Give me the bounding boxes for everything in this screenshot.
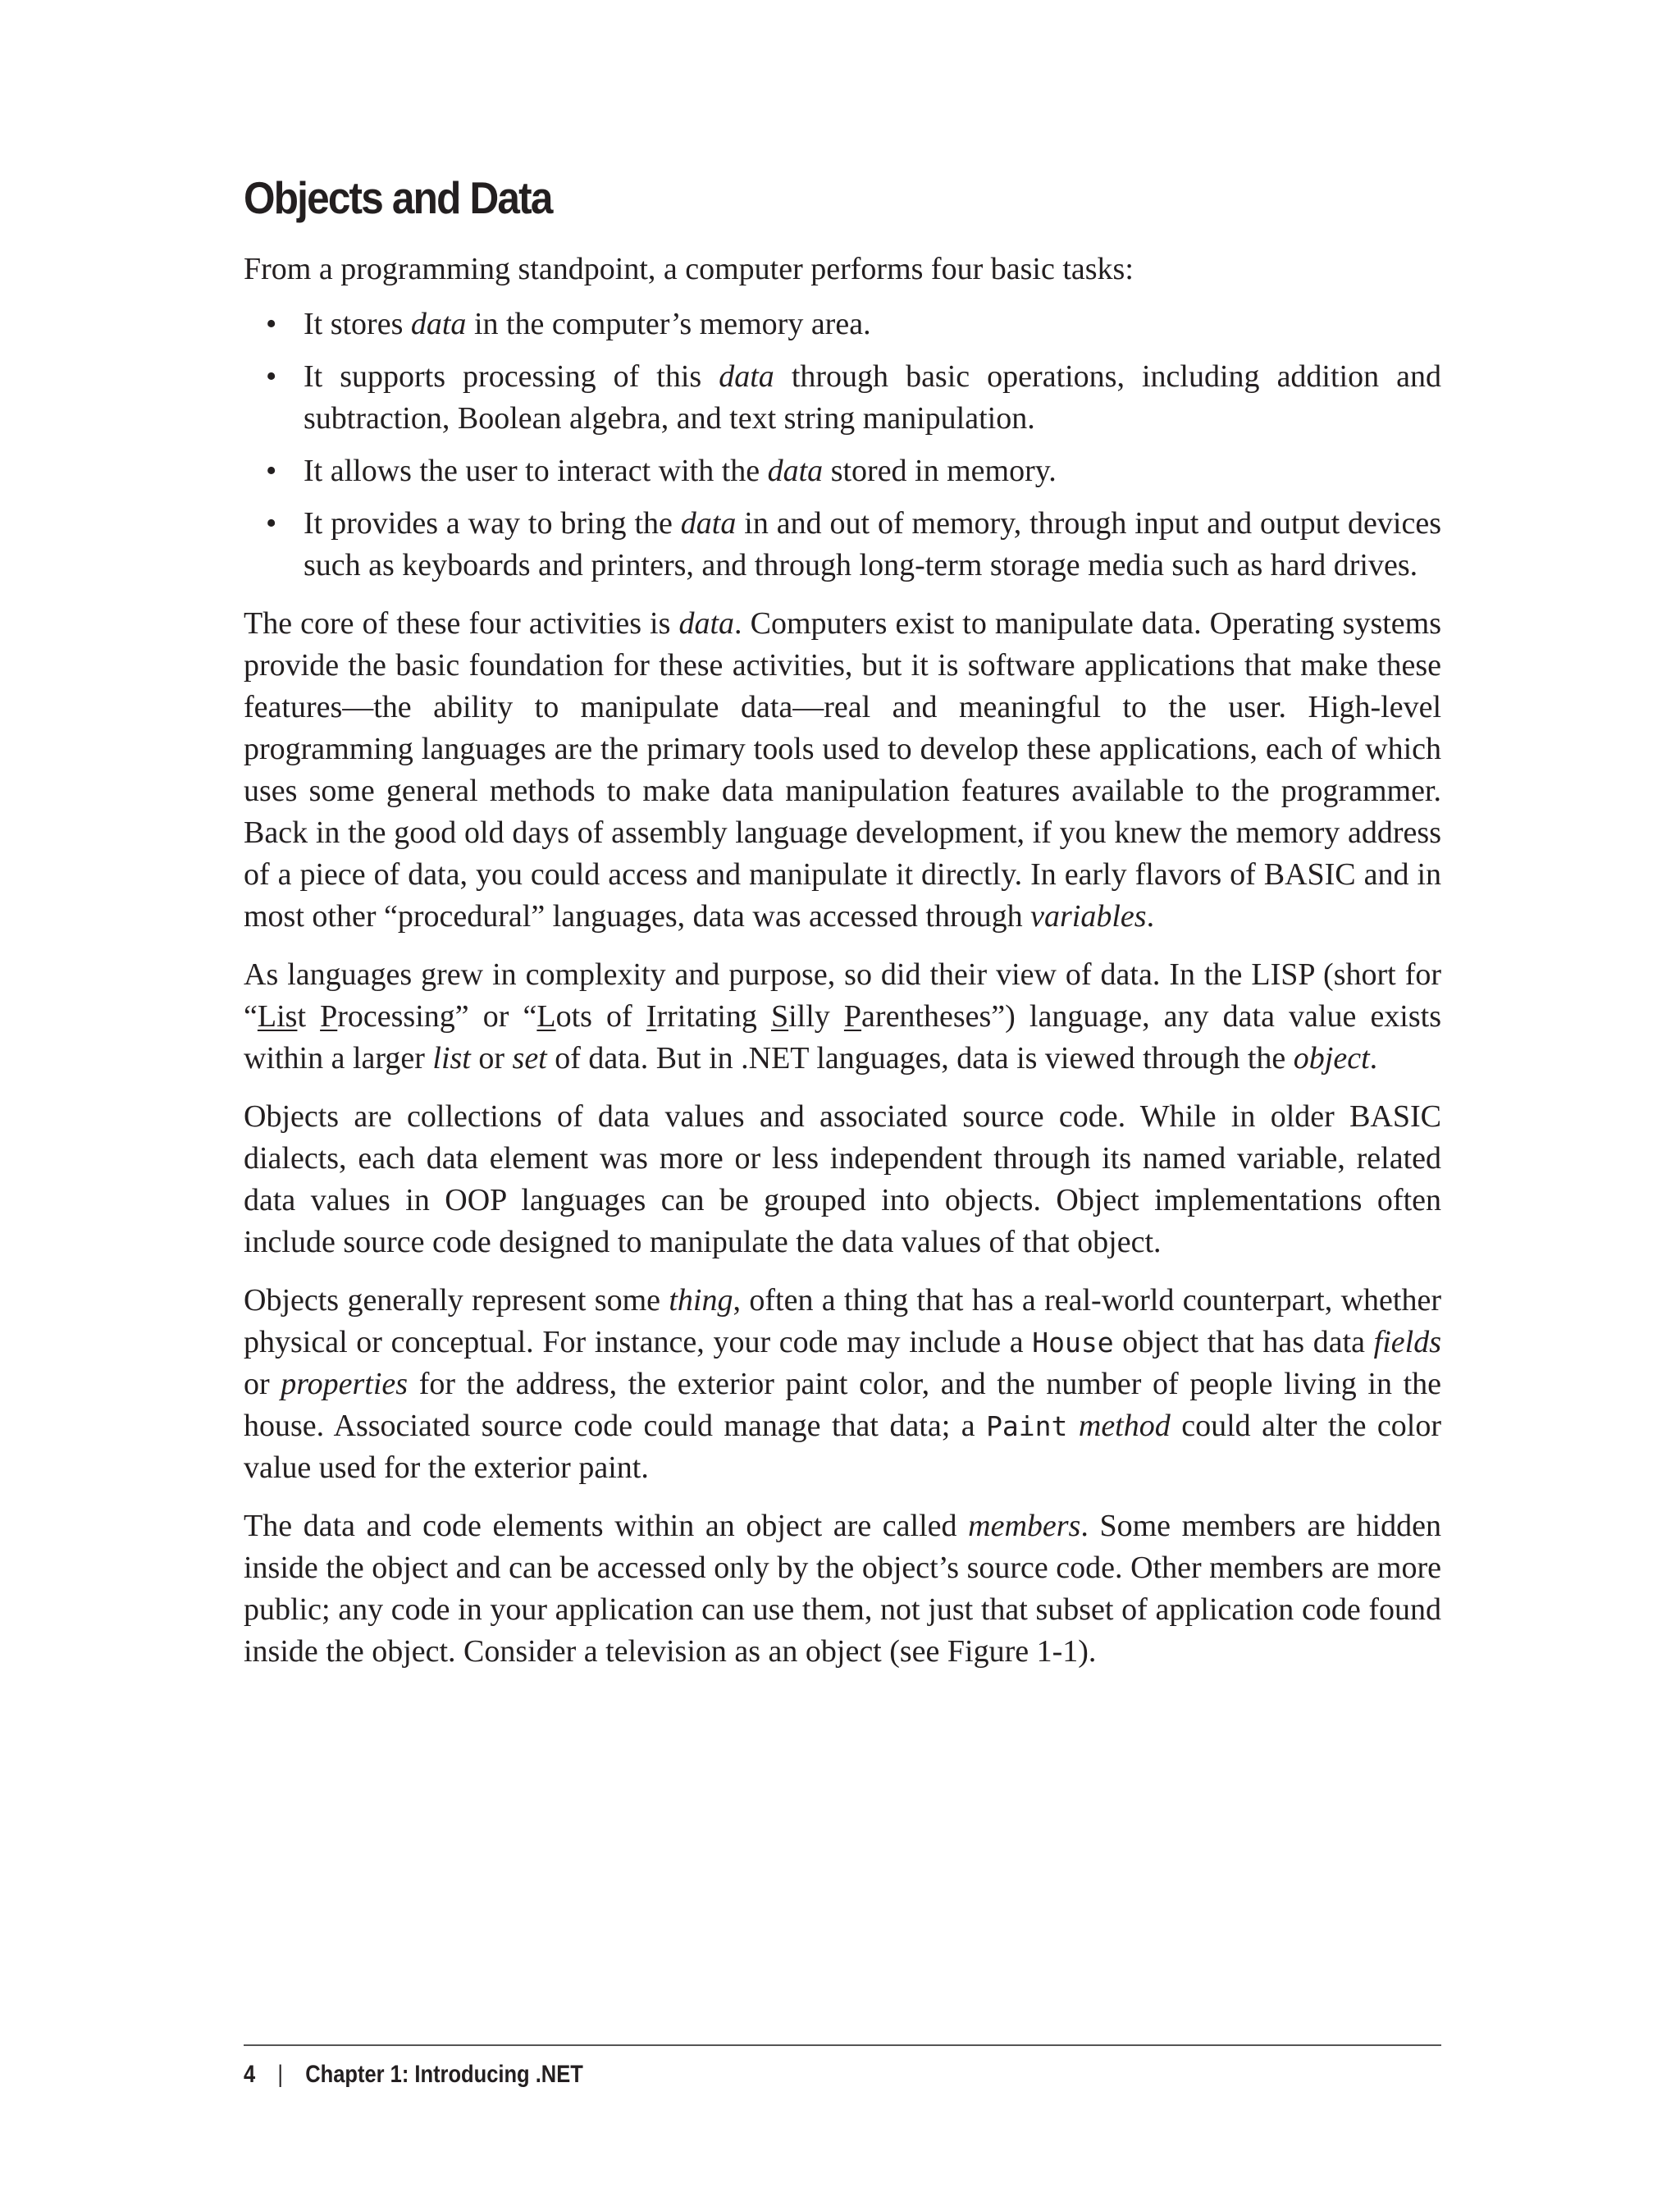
footer-separator: | bbox=[277, 2061, 284, 2088]
bullet-icon: • bbox=[266, 359, 277, 394]
list-item: • It supports processing of this data through basic operations, including addition and subtraction, Boolean algebra, and text string manipulation. bbox=[244, 356, 1441, 440]
footer-text bbox=[244, 2061, 583, 2089]
code-house: House bbox=[1032, 1327, 1114, 1359]
list-item: • It allows the user to interact with the data stored in memory. bbox=[244, 450, 1441, 492]
paragraph-thing: Objects generally represent some thing, often a thing that has a real-world counterpart, whether physical or conceptual. For instance, your code may include a House object that has data fields or properties for the address, the exterior paint color, and the number of people living in the house. Associated source code could manage that data; a Paint method could alter the color value used for the exterior paint. bbox=[244, 1283, 1441, 1485]
paragraph-members: The data and code elements within an object are called members. Some members are hidden inside the object and can be accessed only by the object’s source code. Other members are more public; any code in your application can use them, not just that subset of application code found inside the object. Consider a television as an object (see Figure 1-1). bbox=[244, 1509, 1441, 1669]
intro-paragraph: From a programming standpoint, a computer performs four basic tasks: bbox=[244, 252, 1134, 286]
page-number: 4 bbox=[244, 2061, 256, 2088]
page-footer bbox=[244, 2044, 1441, 2088]
page-content bbox=[244, 168, 1441, 1689]
paragraph-objects: Objects are collections of data values and associated source code. While in older BASIC dialects, each data element was more or less independent through its named variable, related data values in OOP languages can be grouped into objects. Object implementations often include source code designed to manipulate the data values of that object. bbox=[244, 1099, 1441, 1259]
paragraph-lisp: As languages grew in complexity and purpose, so did their view of data. In the LISP (short for “List Processing” or “Lots of Irritating Silly Parentheses”) language, any data value exists within a larger list or set of data. But in .NET languages, data is viewed through the object. bbox=[244, 957, 1442, 1076]
code-paint: Paint bbox=[986, 1410, 1068, 1442]
list-item: • It provides a way to bring the data in and out of memory, through input and output devices such as keyboards and printers, and through long-term storage media such as hard drives. bbox=[244, 503, 1441, 587]
chapter-title: Chapter 1: Introducing .NET bbox=[305, 2061, 583, 2088]
bullet-icon: • bbox=[266, 506, 277, 541]
task-list bbox=[244, 304, 1441, 587]
bullet-icon: • bbox=[266, 307, 277, 341]
list-item: • It stores data in the computer’s memory area. bbox=[244, 304, 1441, 345]
section-heading: Objects and Data bbox=[244, 172, 552, 223]
bullet-icon: • bbox=[266, 454, 277, 488]
paragraph-data-core: The core of these four activities is data. Computers exist to manipulate data. Operating systems provide the basic foundation for these activities, but it is software applications that make these features—the ability to manipulate data—real and meaningful to the user. High-level programming languages are the primary tools used to develop these applications, each of which uses some general methods to make data manipulation features available to the programmer. Back in the good old days of assembly language development, if you knew the memory address of a piece of data, you could access and manipulate it directly. In early flavors of BASIC and in most other “procedural” languages, data was accessed through variables. bbox=[244, 606, 1441, 934]
